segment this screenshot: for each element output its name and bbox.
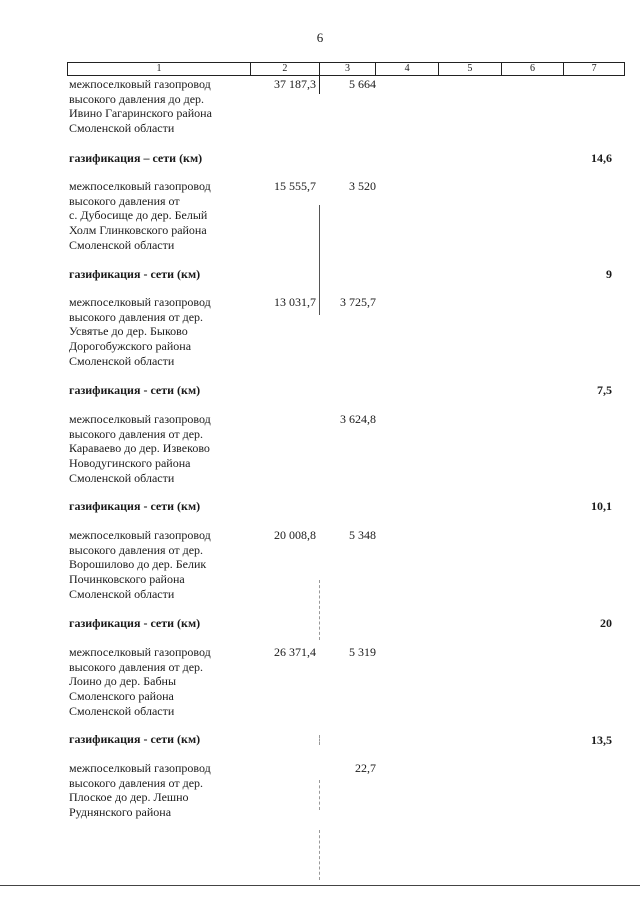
description-line: Караваево до дер. Извеково (69, 441, 210, 456)
header-col-7: 7 (563, 63, 624, 75)
col3-value: 22,7 (355, 761, 376, 775)
description-line: Смоленской области (69, 121, 175, 136)
description-line: межпоселковый газопровод (69, 528, 211, 542)
col2-value: 37 187,3 (274, 77, 316, 91)
object-description (69, 179, 269, 253)
description-line: межпоселковый газопровод (69, 77, 211, 91)
description-line: Смоленской области (69, 586, 175, 601)
description-line: межпоселковый газопровод (69, 761, 211, 775)
col2-value: 13 031,7 (274, 295, 316, 309)
gasification-value: 9 (606, 267, 612, 281)
description-line: высокого давления от дер. (69, 659, 204, 674)
description-line: Смоленского района (69, 689, 174, 704)
object-description (69, 295, 269, 369)
description-line: Ворошилово до дер. Белик (69, 557, 207, 572)
description-line: Ивино Гагаринского района (69, 106, 212, 121)
description-line: Лоино до дер. Бабны (69, 674, 177, 689)
col2-value: 26 371,4 (274, 645, 316, 659)
header-col-4: 4 (375, 63, 438, 75)
object-description (69, 645, 269, 719)
col3-value: 3 520 (349, 179, 376, 193)
description-line: Смоленской области (69, 353, 175, 368)
col3-value: 3 725,7 (340, 295, 376, 309)
gasification-label: газификация – сети (км) (69, 151, 203, 165)
gasification-label: газификация - сети (км) (69, 732, 201, 746)
description-line: высокого давления от дер. (69, 426, 204, 441)
description-line: межпоселковый газопровод (69, 295, 211, 309)
header-col-2: 2 (250, 63, 319, 75)
gasification-value: 13,5 (591, 733, 612, 747)
description-line: высокого давления до дер. (69, 91, 205, 106)
object-description (69, 77, 269, 136)
col3-value: 5 319 (349, 645, 376, 659)
gasification-value: 20 (600, 616, 612, 630)
description-line: с. Дубосище до дер. Белый (69, 208, 208, 223)
description-line: Новодугинского района (69, 456, 191, 471)
gasification-label: газификация - сети (км) (69, 499, 201, 513)
header-col-3: 3 (319, 63, 376, 75)
gasification-value: 14,6 (591, 151, 612, 165)
column-divider (319, 780, 320, 810)
gasification-label: газификация - сети (км) (69, 383, 201, 397)
col3-value: 3 624,8 (340, 412, 376, 426)
column-divider (319, 735, 320, 745)
object-description (69, 761, 269, 820)
object-description (69, 528, 269, 602)
gasification-value: 7,5 (597, 383, 612, 397)
page-bottom-rule (0, 885, 640, 886)
description-line: межпоселковый газопровод (69, 645, 211, 659)
description-line: Смоленской области (69, 703, 175, 718)
description-line: Холм Глинковского района (69, 223, 207, 238)
description-line: высокого давления от дер. (69, 775, 204, 790)
description-line: Плоское до дер. Лешно (69, 790, 189, 805)
col3-value: 5 664 (349, 77, 376, 91)
header-col-1: 1 (156, 63, 162, 74)
gasification-value: 10,1 (591, 499, 612, 513)
col3-value: 5 348 (349, 528, 376, 542)
description-line: межпоселковый газопровод (69, 412, 211, 426)
column-divider (319, 580, 320, 640)
object-description (69, 412, 269, 486)
description-line: Починковского района (69, 572, 185, 587)
description-line: Усвятье до дер. Быково (69, 324, 188, 339)
col2-value: 20 008,8 (274, 528, 316, 542)
col2-value: 15 555,7 (274, 179, 316, 193)
header-col-6: 6 (501, 63, 564, 75)
description-line: высокого давления от (69, 193, 180, 208)
description-line: высокого давления от дер. (69, 309, 204, 324)
description-line: Смоленской области (69, 470, 175, 485)
header-col-5: 5 (438, 63, 501, 75)
table-header-row (67, 62, 625, 76)
page-number: 6 (316, 30, 324, 45)
description-line: высокого давления от дер. (69, 542, 204, 557)
column-divider (319, 830, 320, 880)
description-line: Смоленской области (69, 237, 175, 252)
gasification-label: газификация - сети (км) (69, 267, 201, 281)
description-line: межпоселковый газопровод (69, 179, 211, 193)
description-line: Дорогобужского района (69, 339, 192, 354)
gasification-label: газификация - сети (км) (69, 616, 201, 630)
description-line: Руднянского района (69, 805, 172, 820)
